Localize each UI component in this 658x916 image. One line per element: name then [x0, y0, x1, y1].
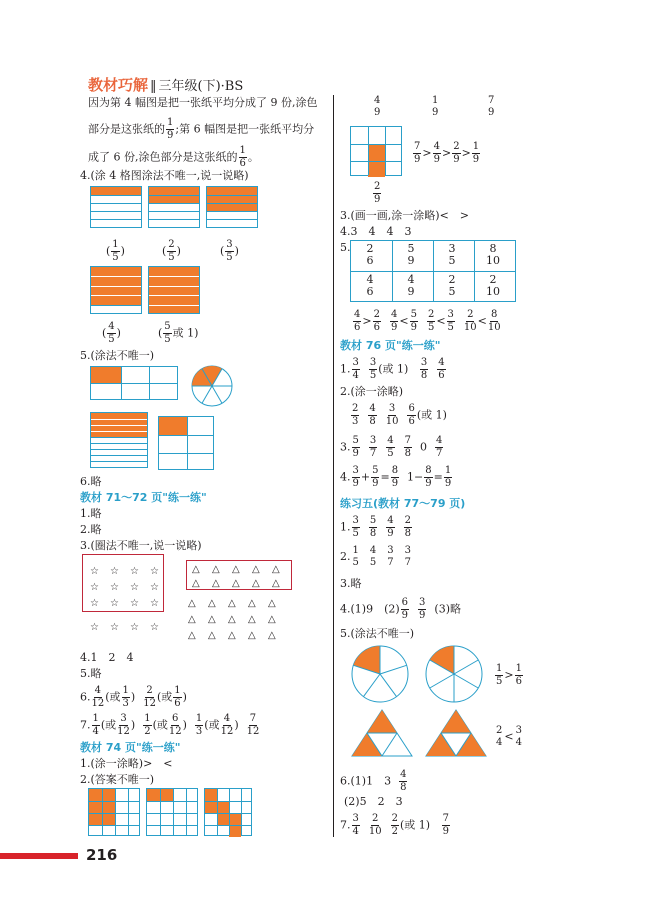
- right-q3: 3.(画一画,涂一涂略)< >: [340, 209, 470, 222]
- triangle-icon: △: [232, 578, 240, 589]
- q4-title: 4.(涂 4 格图涂法不唯一,说一说略): [80, 169, 249, 182]
- star-icon: ☆: [150, 566, 159, 577]
- s74-grid-1: [88, 788, 140, 836]
- star-icon: ☆: [110, 622, 119, 633]
- triangle-icon: △: [192, 578, 200, 589]
- column-divider: [333, 95, 334, 837]
- s76-item-2-answers: $\frac{2}{3}$ $\frac{4}{8}$ $\frac{3}{10}$ $\frac{6}{6}$ (或 1): [352, 403, 447, 427]
- s74-grid-2: [146, 788, 198, 836]
- e-item-2: 2. 1 5 4 5 3 7 3 7: [340, 545, 411, 568]
- intro-line-3: 成了 6 份,涂色部分是这张纸的 $\frac{1}{6}$ 。: [88, 145, 259, 169]
- right-q5-label: 5.: [340, 241, 351, 254]
- triangle-icon: △: [208, 614, 216, 625]
- e5-compare-1: $\frac{1}{5}$ > $\frac{1}{6}$: [496, 663, 522, 687]
- star-icon: ☆: [90, 598, 99, 609]
- table-cell: 3 5: [448, 242, 456, 267]
- table-cell: 4 9: [407, 273, 415, 298]
- triangle-icon: △: [208, 598, 216, 609]
- triangle-icon: △: [252, 564, 260, 575]
- triangle-icon: △: [188, 614, 196, 625]
- e5-triangle-1: [350, 708, 414, 758]
- e5-pie-2: [424, 644, 484, 704]
- intro-line-1: 因为第 4 幅图是把一张纸平均分成了 9 份,涂色: [88, 96, 318, 109]
- top-fraction-2: 1 9: [432, 95, 439, 118]
- star-icon: ☆: [150, 598, 159, 609]
- triangle-icon: △: [268, 614, 276, 625]
- q4-answer-4: ( $\frac{4}{5}$ ): [102, 321, 121, 345]
- bottom-fraction: $\frac{2}{9}$: [374, 181, 381, 205]
- triangle-icon: △: [248, 614, 256, 625]
- triangle-icon: △: [268, 598, 276, 609]
- s71-item-5: 5.略: [80, 667, 102, 680]
- e-item-3: 3.略: [340, 577, 362, 590]
- page-number: 216: [86, 846, 118, 864]
- s76-item-1: 1. $\frac{3}{4}$ $\frac{3}{5}$ (或 1) $\frac{3}{8}$ $\frac{4}{6}$: [340, 357, 445, 381]
- q4-answer-2: ( $\frac{2}{5}$ ): [162, 239, 181, 263]
- table-cell: 4 6: [366, 273, 374, 298]
- s71-item-3: 3.(圈法不唯一,说一说略): [80, 539, 202, 552]
- triangle-icon: △: [228, 598, 236, 609]
- star-icon: ☆: [150, 622, 159, 633]
- e-item-4: 4.(1)9 (2) $\frac{6}{9}$ $\frac{3}{9}$ (3)略: [340, 597, 462, 621]
- q6: 6.略: [80, 475, 102, 488]
- table-cell: 8 10: [486, 242, 500, 267]
- s71-item-7: 7. $\frac{1}{4}$ (或 $\frac{3}{12}$ ) $\frac{1}{2}$ (或 $\frac{6}{12}$ ) $\frac{1}{3}$ (或 $\frac{4}{12}$ ) $\frac{7}{12}$: [80, 713, 260, 737]
- s74-grid-3: [204, 788, 252, 836]
- intro-line-2: 部分是这张纸的 $\frac{1}{9}$ ;第 6 幅图是把一张纸平均分: [88, 117, 315, 141]
- q5-grid-1: [90, 366, 178, 400]
- right-3x3-grid: [350, 126, 402, 176]
- star-icon: ☆: [130, 566, 139, 577]
- s71-item-2: 2.略: [80, 523, 102, 536]
- table-cell: 2 5: [448, 273, 456, 298]
- triangle-icon: △: [232, 564, 240, 575]
- triangle-icon: △: [228, 630, 236, 641]
- q4-answer-3: ( $\frac{3}{5}$ ): [220, 239, 239, 263]
- q5-pie: [190, 364, 234, 408]
- running-header: [88, 74, 243, 95]
- e5-compare-2: 2 4 < 3 4: [496, 725, 522, 748]
- triangle-icon: △: [228, 614, 236, 625]
- triangle-icon: △: [208, 630, 216, 641]
- triangle-icon: △: [248, 630, 256, 641]
- star-icon: ☆: [130, 622, 139, 633]
- star-icon: ☆: [90, 566, 99, 577]
- q4-answer-1: ( $\frac{1}{5}$ ): [106, 239, 125, 263]
- e-item-7: 7. $\frac{3}{4}$ $\frac{2}{10}$ $\frac{2}{2}$ (或 1) $\frac{7}{9}$: [340, 813, 449, 837]
- triangle-icon: △: [248, 598, 256, 609]
- top-fraction-1: 4 9: [374, 95, 381, 118]
- triangle-icon: △: [188, 598, 196, 609]
- top-fraction-3: 7 9: [488, 95, 495, 118]
- triangle-icon: △: [272, 564, 280, 575]
- star-icon: ☆: [150, 582, 159, 593]
- star-icon: ☆: [110, 598, 119, 609]
- s71-item-6: 6. $\frac{4}{12}$ (或 $\frac{1}{3}$ ) $\frac{2}{12}$ (或 $\frac{1}{6}$ ): [80, 685, 187, 709]
- triangle-icon: △: [188, 630, 196, 641]
- table-cell: 2 10: [486, 273, 500, 298]
- triangle-icon: △: [272, 578, 280, 589]
- header-separator: ‖: [150, 79, 157, 94]
- triangle-icon: △: [192, 564, 200, 575]
- star-icon: ☆: [90, 622, 99, 633]
- q4-grid-2: [148, 186, 200, 228]
- q5-grid-2: [90, 412, 148, 468]
- compare-chain: $\frac{7}{9}$ > $\frac{4}{9}$ > $\frac{2}{9}$ > $\frac{1}{9}$: [414, 141, 480, 165]
- s76-item-4: 4. $\frac{3}{9}$ + $\frac{5}{9}$ = $\frac{8}{9}$ 1− $\frac{8}{9}$ = $\frac{1}{9}$: [340, 465, 452, 489]
- triangle-icon: △: [212, 578, 220, 589]
- s71-item-1: 1.略: [80, 507, 102, 520]
- triangle-icon: △: [252, 578, 260, 589]
- s71-item-4: 4.1 2 4: [80, 651, 134, 664]
- q4-grid-4: [90, 266, 142, 314]
- section-71-72: 教材 71～72 页"练一练": [80, 491, 207, 504]
- e5-triangle-2: [424, 708, 488, 758]
- star-icon: ☆: [110, 582, 119, 593]
- book-grade: 三年级(下)·BS: [158, 79, 244, 94]
- inequality-row: $\frac{4}{6}$ > $\frac{2}{6}$ $\frac{4}{9}$ < $\frac{5}{9}$ $\frac{2}{5}$ < $\frac{3}{5}$ $\frac{2}{10}$ < $\frac{8}{10}$: [354, 309, 501, 333]
- table-cell: 2 6: [366, 242, 374, 267]
- q4-grid-1: [90, 186, 142, 228]
- q4-grid-5: [148, 266, 200, 314]
- s76-item-2: 2.(涂一涂略): [340, 385, 404, 398]
- e-item-1: 1. $\frac{3}{5}$ $\frac{5}{8}$ $\frac{4}{9}$ $\frac{2}{8}$: [340, 515, 411, 539]
- q4-grid-3: [206, 186, 258, 228]
- star-icon: ☆: [130, 598, 139, 609]
- q5-grid-3: [158, 416, 214, 470]
- section-exercise-5: 练习五(教材 77～79 页): [340, 497, 466, 510]
- e-item-6: 6.(1)1 3 $\frac{4}{8}$: [340, 769, 407, 793]
- star-icon: ☆: [130, 582, 139, 593]
- s74-item-2: 2.(答案不唯一): [80, 773, 155, 786]
- e-item-5: 5.(涂法不唯一): [340, 627, 415, 640]
- section-76: 教材 76 页"练一练": [340, 339, 441, 352]
- triangle-icon: △: [212, 564, 220, 575]
- e-item-6-part-2: (2)5 2 3: [344, 795, 403, 808]
- s74-item-1: 1.(涂一涂略)> <: [80, 757, 173, 770]
- right-q4: 4.3 4 4 3: [340, 225, 412, 238]
- book-brand: 教材巧解: [88, 76, 149, 94]
- q4-answer-5: ( $\frac{5}{5}$ 或 1): [158, 321, 199, 345]
- table-cell: 5 9: [407, 242, 415, 267]
- s76-item-3: 3. $\frac{5}{9}$ $\frac{3}{7}$ $\frac{4}{5}$ $\frac{7}{8}$ 0 $\frac{4}{7}$: [340, 435, 443, 459]
- star-icon: ☆: [90, 582, 99, 593]
- star-icon: ☆: [110, 566, 119, 577]
- e5-pie-1: [350, 644, 410, 704]
- q5-title: 5.(涂法不唯一): [80, 349, 155, 362]
- page-edge-bar: [0, 853, 78, 859]
- section-74: 教材 74 页"练一练": [80, 741, 181, 754]
- triangle-icon: △: [268, 630, 276, 641]
